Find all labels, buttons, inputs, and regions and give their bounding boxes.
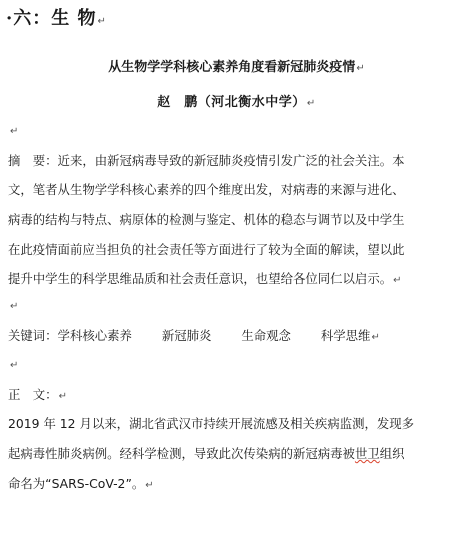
keywords-line bbox=[8, 327, 468, 347]
paragraph-mark-icon: ↵ bbox=[356, 63, 365, 74]
abstract-line: 摘 要：近来，由新冠病毒导致的新冠肺炎疫情引发广泛的社会关注。本 bbox=[8, 153, 405, 168]
article-author-text: 赵 鹏（河北衡水中学） bbox=[157, 95, 306, 110]
abstract-line: 文，笔者从生物学学科核心素养的四个维度出发，对病毒的来源与进化、 bbox=[8, 182, 405, 197]
keywords-label: 关键词：学科核心素养 bbox=[8, 328, 132, 343]
paragraph-mark-icon: ↵ bbox=[10, 126, 19, 137]
body-line bbox=[8, 445, 468, 463]
paragraph-mark-icon: ↵ bbox=[10, 301, 19, 312]
body-line: 2019 年 12 月以来，湖北省武汉市持续开展流感及相关疾病监测，发现多 bbox=[8, 416, 415, 431]
keyword-item: 生命观念 bbox=[241, 328, 291, 343]
body-line-text: 起病毒性肺炎病例。经科学检测，导致此次传染病的新冠病毒被 bbox=[8, 446, 355, 461]
paragraph-mark-icon: ↵ bbox=[145, 480, 154, 491]
paragraph-mark-icon: ↵ bbox=[58, 391, 67, 402]
body-line-text: 命名为“SARS-CoV-2”。 bbox=[8, 476, 145, 491]
paragraph-mark-icon: ↵ bbox=[306, 98, 316, 109]
abstract-line: 病毒的结构与特点、病原体的检测与鉴定、机体的稳态与调节以及中学生 bbox=[8, 212, 405, 227]
abstract-line: 在此疫情面前应当担负的社会责任等方面进行了较为全面的解读，望以此 bbox=[8, 242, 405, 257]
body-line-last bbox=[8, 475, 468, 495]
article-author bbox=[0, 91, 473, 110]
paragraph-mark-icon: ↵ bbox=[371, 332, 380, 343]
abstract-line-last bbox=[8, 270, 468, 290]
keyword-item: 科学思维 bbox=[320, 328, 371, 343]
abstract-line-text: 提升中学生的科学思维品质和社会责任意识，也望给各位同仁以启示。 bbox=[8, 271, 393, 286]
article-title bbox=[0, 56, 473, 75]
keyword-item: 新冠肺炎 bbox=[161, 328, 212, 343]
paragraph-mark-icon: ↵ bbox=[10, 360, 19, 371]
section-heading-text: ·六：生 物 bbox=[6, 8, 97, 29]
body-heading bbox=[8, 386, 468, 406]
body-line-tail: 组织 bbox=[379, 446, 405, 461]
body-heading-text: 正 文： bbox=[8, 387, 58, 402]
paragraph-mark-icon: ↵ bbox=[97, 16, 107, 27]
article-title-text: 从生物学学科核心素养角度看新冠肺炎疫情 bbox=[108, 60, 356, 75]
spellcheck-underlined-text: 世卫 bbox=[354, 446, 380, 461]
paragraph-mark-icon: ↵ bbox=[393, 275, 402, 286]
section-heading bbox=[6, 4, 107, 30]
